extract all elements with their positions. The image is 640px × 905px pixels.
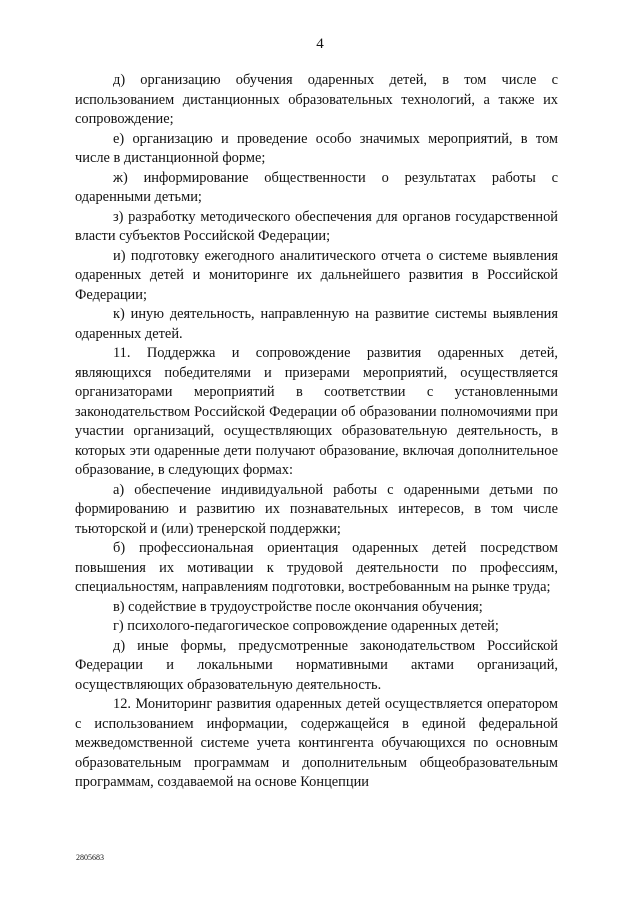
document-code: 2805683 (76, 853, 104, 862)
paragraph-item-g: г) психолого-педагогическое сопровождение одаренных детей; (113, 618, 499, 634)
paragraph-section-12: 12. Мониторинг развития одаренных детей осуществляется оператором с использованием информации, содержащейся в единой федеральной межведомственной системе учета контингента обучающихся по основным образовательным программам и дополнительным общеобразовательным программам, создаваемой на основе Концепции (75, 696, 558, 790)
paragraph-item-d: д) организацию обучения одаренных детей, в том числе с использованием дистанционных образовательных технологий, а также их сопровождение; (75, 72, 558, 127)
paragraph-item-zh: ж) информирование общественности о результатах работы с одаренными детьми; (75, 169, 558, 205)
paragraph-item-k: к) иную деятельность, направленную на развитие системы выявления одаренных детей. (75, 306, 558, 342)
page-number: 4 (316, 36, 324, 52)
paragraph-section-11: 11. Поддержка и сопровождение развития одаренных детей, являющихся победителями и призерами мероприятий, осуществляется организаторами мероприятий в соответствии с установленными законодательством Российской Федерации об образовании полномочиями при участии организаций, осуществляющих образовательную деятельность, в которых эти одаренные дети получают образование, включая дополнительное образование, в следующих формах: (75, 345, 558, 478)
paragraph-item-a: а) обеспечение индивидуальной работы с одаренными детьми по формированию и развитию их познавательных интересов, в том числе тьюторской и (или) тренерской поддержки; (75, 481, 558, 537)
paragraph-item-e: е) организацию и проведение особо значимых мероприятий, в том числе в дистанционной форме; (75, 130, 558, 166)
paragraph-item-v: в) содействие в трудоустройстве после окончания обучения; (113, 598, 483, 615)
paragraph-item-d2: д) иные формы, предусмотренные законодательством Российской Федерации и локальными нормативными актами организаций, осуществляющих образовательную деятельность. (75, 637, 558, 693)
paragraph-item-b: б) профессиональная ориентация одаренных детей посредством повышения их мотивации к трудовой деятельности по профессиям, специальностям, направлениям подготовки, востребованным на рынке труда; (75, 540, 558, 595)
paragraph-item-i: и) подготовку ежегодного аналитического отчета о системе выявления одаренных детей и мониторинге их дальнейшего развития в Российской Федерации; (75, 247, 558, 303)
paragraph-item-z: з) разработку методического обеспечения для органов государственной власти субъектов Российской Федерации; (75, 208, 558, 244)
document-body (75, 71, 558, 793)
